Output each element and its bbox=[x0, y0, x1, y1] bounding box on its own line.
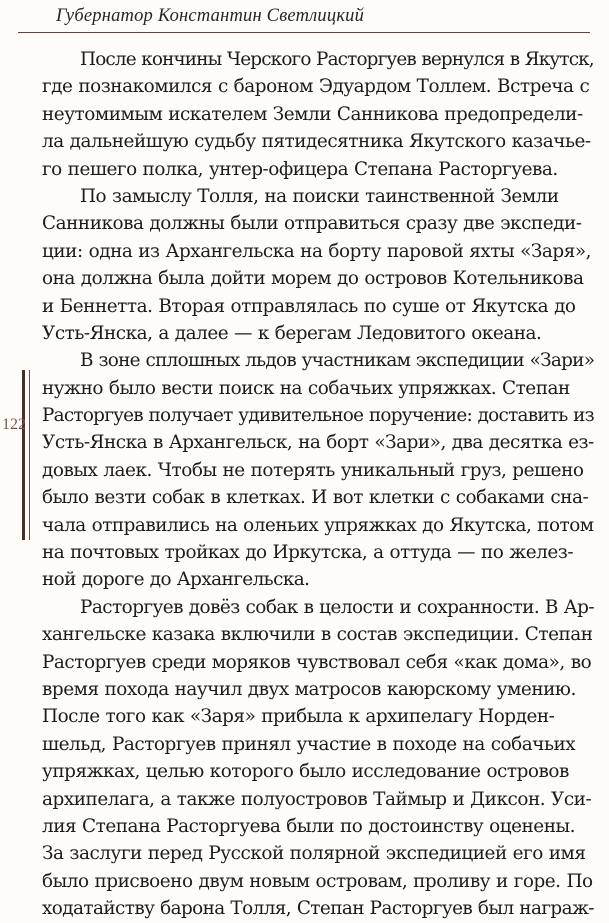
paragraph-first-line: В зоне сплошных льдов участникам экспедиции «Зари» bbox=[80, 350, 595, 372]
text-line: неутомимым искателем Земли Санникова предопредели- bbox=[42, 103, 583, 125]
margin-bar-thick bbox=[22, 370, 25, 540]
running-header bbox=[18, 2, 590, 36]
running-header-title: Губернатор Константин Светлицкий bbox=[56, 6, 365, 26]
text-line: За заслуги перед Русской полярной экспедицией его имя bbox=[42, 843, 586, 865]
text-line: ходатайству барона Толля, Степан Расторгуев был награж- bbox=[42, 898, 594, 920]
text-line: шельд, Расторгуев принял участие в походе на собачьих bbox=[42, 733, 576, 755]
text-line: ла дальнейшую судьбу пятидесятника Якутского казачье- bbox=[42, 131, 591, 153]
text-line: Усть-Янска в Архангельск, на борт «Зари», два десятка ез- bbox=[42, 432, 594, 454]
header-rule bbox=[18, 32, 590, 33]
text-line: Расторгуев получает удивительное поручение: доставить из bbox=[42, 405, 594, 427]
text-line: было везти собак в клетках. И вот клетки с собаками сна- bbox=[42, 487, 589, 509]
page-number: 122 bbox=[2, 416, 26, 433]
text-line: время похода научил двух матросов каюрскому умению. bbox=[42, 678, 576, 700]
body-text bbox=[42, 46, 600, 923]
text-line: лия Степана Расторгуева были по достоинству оценены. bbox=[42, 815, 576, 837]
text-line: После того как «Заря» прибыла к архипелагу Норден- bbox=[42, 706, 555, 728]
text-line: чала отправились на оленьих упряжках до Якутска, потом bbox=[42, 514, 594, 536]
text-line: было присвоено двум новым островам, проливу и горе. По bbox=[42, 870, 593, 892]
margin-bar-thin bbox=[29, 370, 30, 540]
text-line: где познакомился с бароном Эдуардом Толлем. Встреча с bbox=[42, 76, 590, 98]
text-line: упряжках, целью которого было исследование островов bbox=[42, 761, 569, 783]
text-line: довых лаек. Чтобы не потерять уникальный груз, решено bbox=[42, 459, 584, 481]
text-line: Санникова должны были отправиться сразу две экспеди- bbox=[42, 213, 582, 235]
text-line: ции: одна из Архангельска на борту паровой яхты «Заря», bbox=[42, 240, 592, 262]
paragraph-first-line: По замыслу Толля, на поиски таинственной Земли bbox=[80, 185, 559, 207]
text-line: нужно было вести поиск на собачьих упряжках. Степан bbox=[42, 377, 570, 399]
text-line: хангельске казака включили в состав экспедиции. Степан bbox=[42, 624, 593, 646]
paragraph-first-line: После кончины Черского Расторгуев вернулся в Якутск, bbox=[80, 49, 594, 70]
paragraph-first-line: Расторгуев довёз собак в целости и сохранности. В Ар- bbox=[80, 596, 595, 618]
text-line: го пешего полка, унтер-офицера Степана Расторгуева. bbox=[42, 158, 558, 180]
text-line: ной дороге до Архангельска. bbox=[42, 569, 310, 591]
text-line: она должна была дойти морем до островов Котельникова bbox=[42, 268, 584, 290]
text-line: на почтовых тройках до Иркутска, а оттуда — по желез- bbox=[42, 542, 574, 564]
text-line: Усть-Янска, а далее — к берегам Ледовитого океана. bbox=[42, 322, 542, 344]
margin-ornament-bar bbox=[22, 370, 35, 540]
text-line: Расторгуев среди моряков чувствовал себя «как дома», во bbox=[42, 651, 592, 673]
text-line: архипелага, а также полуостровов Таймыр и Диксон. Уси- bbox=[42, 788, 592, 810]
text-line: и Беннетта. Вторая отправлялась по суше от Якутска до bbox=[42, 295, 576, 317]
